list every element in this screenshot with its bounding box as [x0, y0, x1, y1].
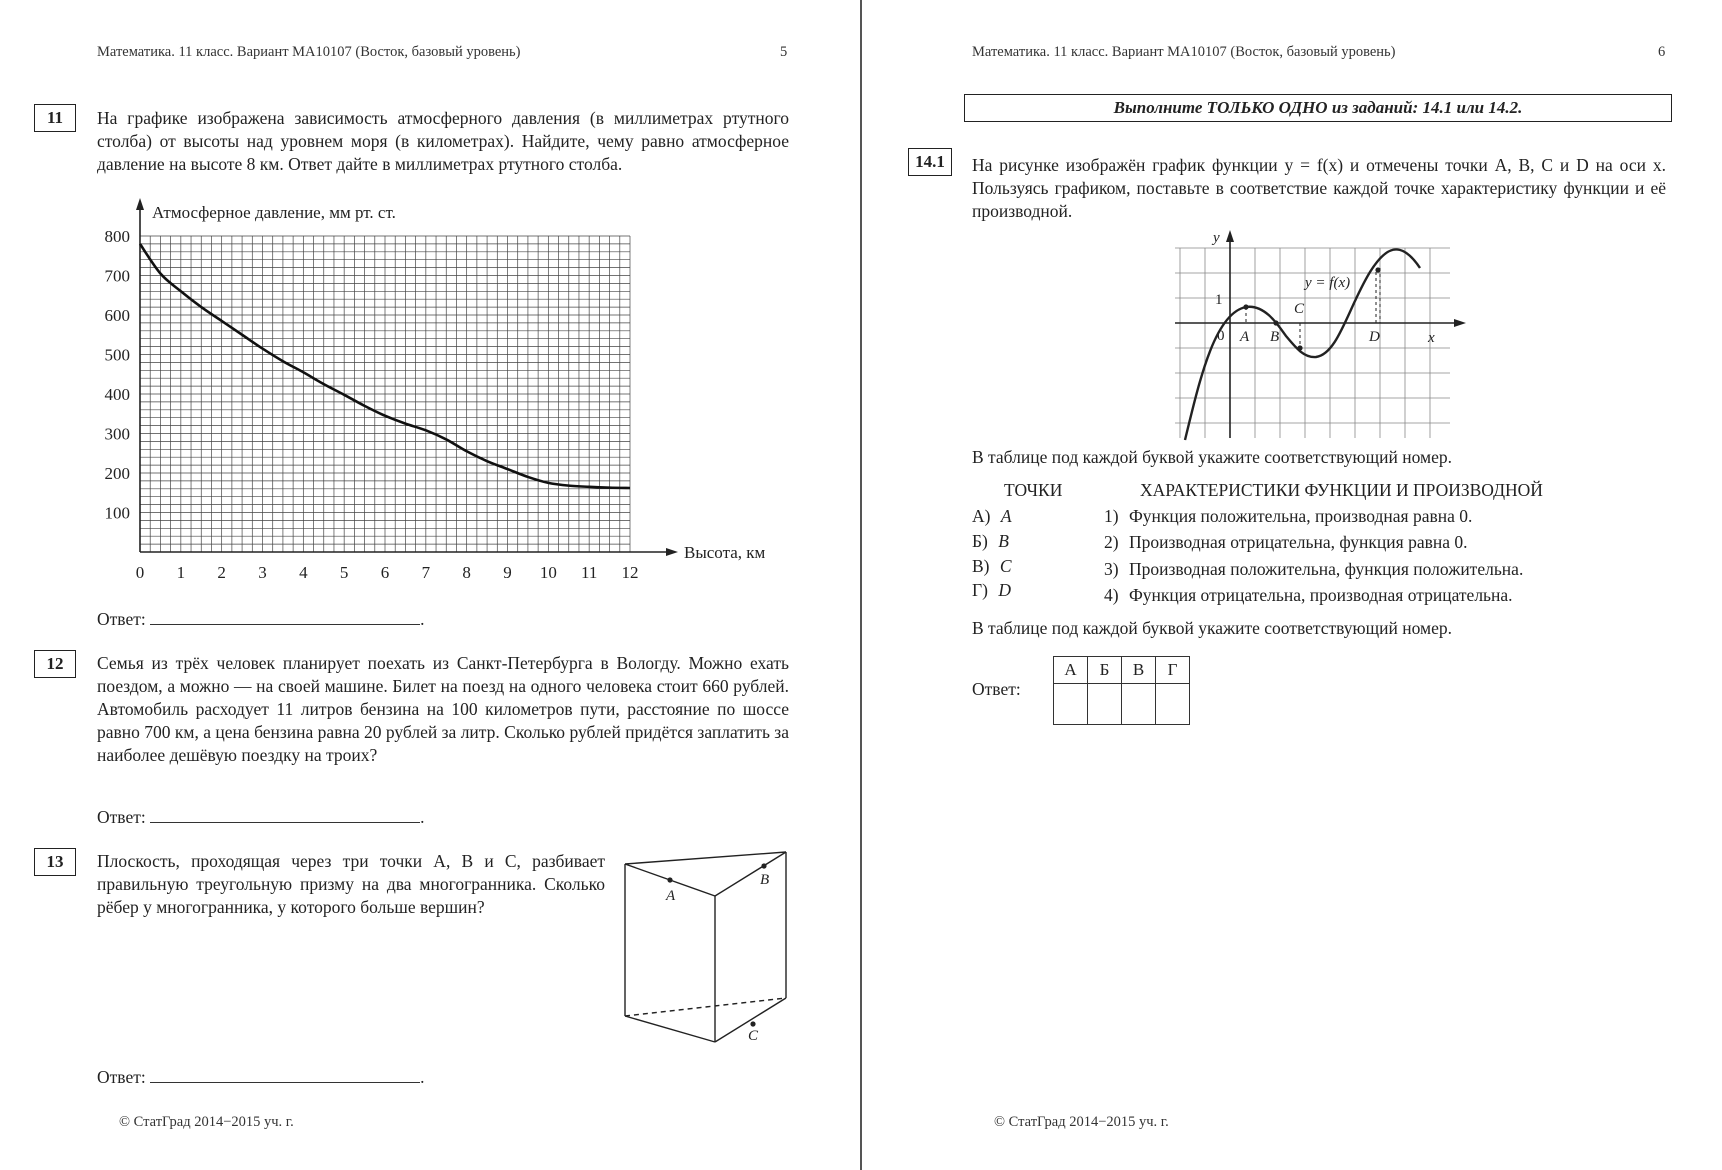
marker-a: [1243, 304, 1248, 309]
y-tick-label: 400: [104, 385, 130, 404]
answer-cell[interactable]: [1088, 684, 1122, 725]
prism-edge: [625, 1016, 715, 1042]
answer-label-14: Ответ:: [972, 679, 1021, 699]
answer-cell[interactable]: [1054, 684, 1088, 725]
table-note-2: В таблице под каждой буквой укажите соответствующий номер.: [972, 618, 1452, 638]
characteristic-text: Производная отрицательна, функция равна 0.: [1128, 532, 1468, 552]
function-graph: [1170, 228, 1470, 442]
x-tick-label: 8: [462, 563, 471, 582]
point-b: [761, 863, 766, 868]
x-tick-label: 5: [339, 563, 349, 582]
characteristic-2: [1104, 532, 1468, 553]
x-tick-label: 1: [176, 563, 186, 582]
x-tick-label: 10: [539, 563, 557, 582]
characteristic-num: 4): [1104, 585, 1119, 605]
page-header: Математика. 11 класс. Вариант МА10107 (Восток, базовый уровень): [97, 44, 521, 60]
y-tick-label: 300: [104, 424, 130, 444]
answer-input-11[interactable]: [150, 608, 420, 625]
page-number: 5: [780, 44, 788, 60]
characteristic-text: Функция отрицательна, производная отрицательна.: [1128, 585, 1513, 605]
point-letter: В): [972, 556, 990, 576]
characteristic-1: [1104, 506, 1472, 527]
answer-label: Ответ:: [97, 807, 146, 827]
characteristic-num: 3): [1104, 559, 1119, 579]
y-tick-label: 100: [104, 503, 130, 523]
marker-c: [1297, 345, 1302, 350]
characteristic-text: Производная положительна, функция положительна.: [1128, 559, 1524, 579]
page-header: Математика. 11 класс. Вариант МА10107 (Восток, базовый уровень): [972, 44, 1396, 60]
answer-cell[interactable]: [1156, 684, 1190, 725]
x-axis-label: Высота, км: [684, 543, 766, 562]
x-tick-label: 2: [217, 563, 226, 582]
question-11-text: На графике изображена зависимость атмосферного давления (в миллиметрах ртутного столба) от высоты над уровнем моря (в километрах). Найдите, чему равно атмосферное давление на высоте 8 км. Ответ дайте в миллиметрах ртутного столба.: [97, 108, 789, 174]
answer-input-13[interactable]: [150, 1066, 420, 1083]
question-number-12: 12: [34, 650, 76, 678]
answer-table-header: Б: [1088, 657, 1122, 684]
point-letter: Б): [972, 531, 988, 551]
y-tick-label: 500: [104, 345, 130, 365]
y-tick-label: 600: [104, 306, 130, 325]
x-tick-label: 9: [503, 563, 512, 582]
point-value: A: [1000, 506, 1012, 526]
answer-cell[interactable]: [1122, 684, 1156, 725]
answer-13[interactable]: [97, 1066, 424, 1088]
graph-label-d: D: [1369, 329, 1380, 345]
answer-12[interactable]: [97, 806, 424, 828]
question-number-14-1: 14.1: [908, 148, 952, 176]
x-tick-label: 7: [421, 563, 431, 582]
y-tick-label: 800: [104, 227, 130, 246]
prism-edge: [625, 852, 786, 864]
instruction-box: Выполните ТОЛЬКО ОДНО из заданий: 14.1 или 14.2.: [964, 94, 1672, 122]
col-chars-header: ХАРАКТЕРИСТИКИ ФУНКЦИИ И ПРОИЗВОДНОЙ: [1140, 480, 1543, 500]
graph-x-label: x: [1428, 330, 1435, 346]
label-a: A: [666, 888, 676, 904]
characteristic-num: 1): [1104, 506, 1119, 526]
question-13-text: Плоскость, проходящая через три точки A, B и C, разбивает правильную треугольную призму на два многогранника. Сколько рёбер у многогранника, у которого больше вершин?: [97, 851, 605, 917]
right-page: [862, 0, 1722, 1170]
answer-table-header: В: [1122, 657, 1156, 684]
x-tick-label: 3: [258, 563, 267, 582]
point-row-d: [972, 580, 1011, 601]
page-footer: © СтатГрад 2014−2015 уч. г.: [119, 1114, 294, 1130]
prism-edge: [715, 852, 786, 896]
question-number-13: 13: [34, 848, 76, 876]
y-axis-label: Атмосферное давление, мм рт. ст.: [152, 203, 396, 222]
characteristic-4: [1104, 585, 1513, 606]
question-number-11: 11: [34, 104, 76, 132]
answer-label: Ответ:: [97, 609, 146, 629]
point-row-a: [972, 506, 1012, 527]
graph-label-a: A: [1240, 329, 1250, 345]
answer-period: .: [420, 609, 425, 629]
answer-period: .: [420, 1067, 425, 1087]
point-letter: А): [972, 506, 991, 526]
chart-y-arrow: [136, 198, 144, 210]
graph-label-c: C: [1294, 301, 1305, 317]
pressure-chart: [80, 196, 780, 596]
answer-label: Ответ:: [97, 1067, 146, 1087]
page-number: 6: [1658, 44, 1666, 60]
point-row-c: [972, 556, 1012, 577]
x-tick-label: 4: [299, 563, 308, 582]
x-tick-label: 12: [621, 563, 639, 582]
x-tick-label: 11: [580, 563, 598, 582]
y-axis-arrow: [1226, 230, 1234, 242]
point-letter: Г): [972, 580, 988, 600]
answer-table-header: Г: [1156, 657, 1190, 684]
x-tick-label: 6: [380, 563, 390, 582]
characteristic-3: [1104, 559, 1523, 580]
chart-x-arrow: [666, 548, 678, 556]
characteristic-text: Функция положительна, производная равна 0.: [1128, 506, 1473, 526]
label-b: B: [760, 872, 770, 888]
page-footer: © СтатГрад 2014−2015 уч. г.: [994, 1114, 1169, 1130]
x-axis-arrow: [1454, 319, 1466, 327]
answer-11[interactable]: [97, 608, 424, 630]
marker-b: [1273, 320, 1278, 325]
point-value: C: [999, 556, 1012, 576]
table-note-1: В таблице под каждой буквой укажите соответствующий номер.: [972, 447, 1452, 467]
point-value: B: [998, 531, 1009, 551]
graph-one-label: 1: [1215, 292, 1223, 308]
graph-y-label: y: [1213, 230, 1220, 246]
answer-table-14[interactable]: [1053, 656, 1190, 725]
y-tick-label: 700: [104, 266, 130, 286]
answer-table-header: А: [1054, 657, 1088, 684]
y-tick-label: 200: [104, 464, 130, 483]
point-a: [667, 877, 672, 882]
graph-zero-label: 0: [1217, 328, 1225, 344]
answer-period: .: [420, 807, 425, 827]
question-14-text: На рисунке изображён график функции y = f(x) и отмечены точки A, B, C и D на оси x. Пользуясь графиком, поставьте в соответствие каждой точке характеристику функции и её производной.: [972, 155, 1666, 221]
graph-func-label: y = f(x): [1305, 275, 1351, 291]
characteristic-num: 2): [1104, 532, 1119, 552]
point-c: [750, 1021, 755, 1026]
point-value: D: [998, 580, 1011, 600]
col-points-header: ТОЧКИ: [1004, 480, 1063, 500]
graph-label-b: B: [1270, 329, 1280, 345]
prism-figure: [620, 846, 790, 1046]
answer-input-12[interactable]: [150, 806, 420, 823]
x-tick-label: 0: [135, 563, 145, 582]
marker-d: [1375, 267, 1380, 272]
function-curve: [1185, 249, 1420, 440]
left-page: [0, 0, 860, 1170]
label-c: C: [748, 1028, 759, 1044]
point-row-b: [972, 531, 1009, 552]
question-12-text: Семья из трёх человек планирует поехать из Санкт-Петербурга в Вологду. Можно ехать поездом, а можно — на своей машине. Билет на поезд на одного человека стоит 660 рублей. Автомобиль расходует 11 литров бензина на 100 километров пути, расстояние по шоссе равно 700 км, а цена бензина равна 20 рублей за литр. Сколько рублей придётся заплатить за наиболее дешёвую поездку на троих?: [97, 653, 789, 765]
